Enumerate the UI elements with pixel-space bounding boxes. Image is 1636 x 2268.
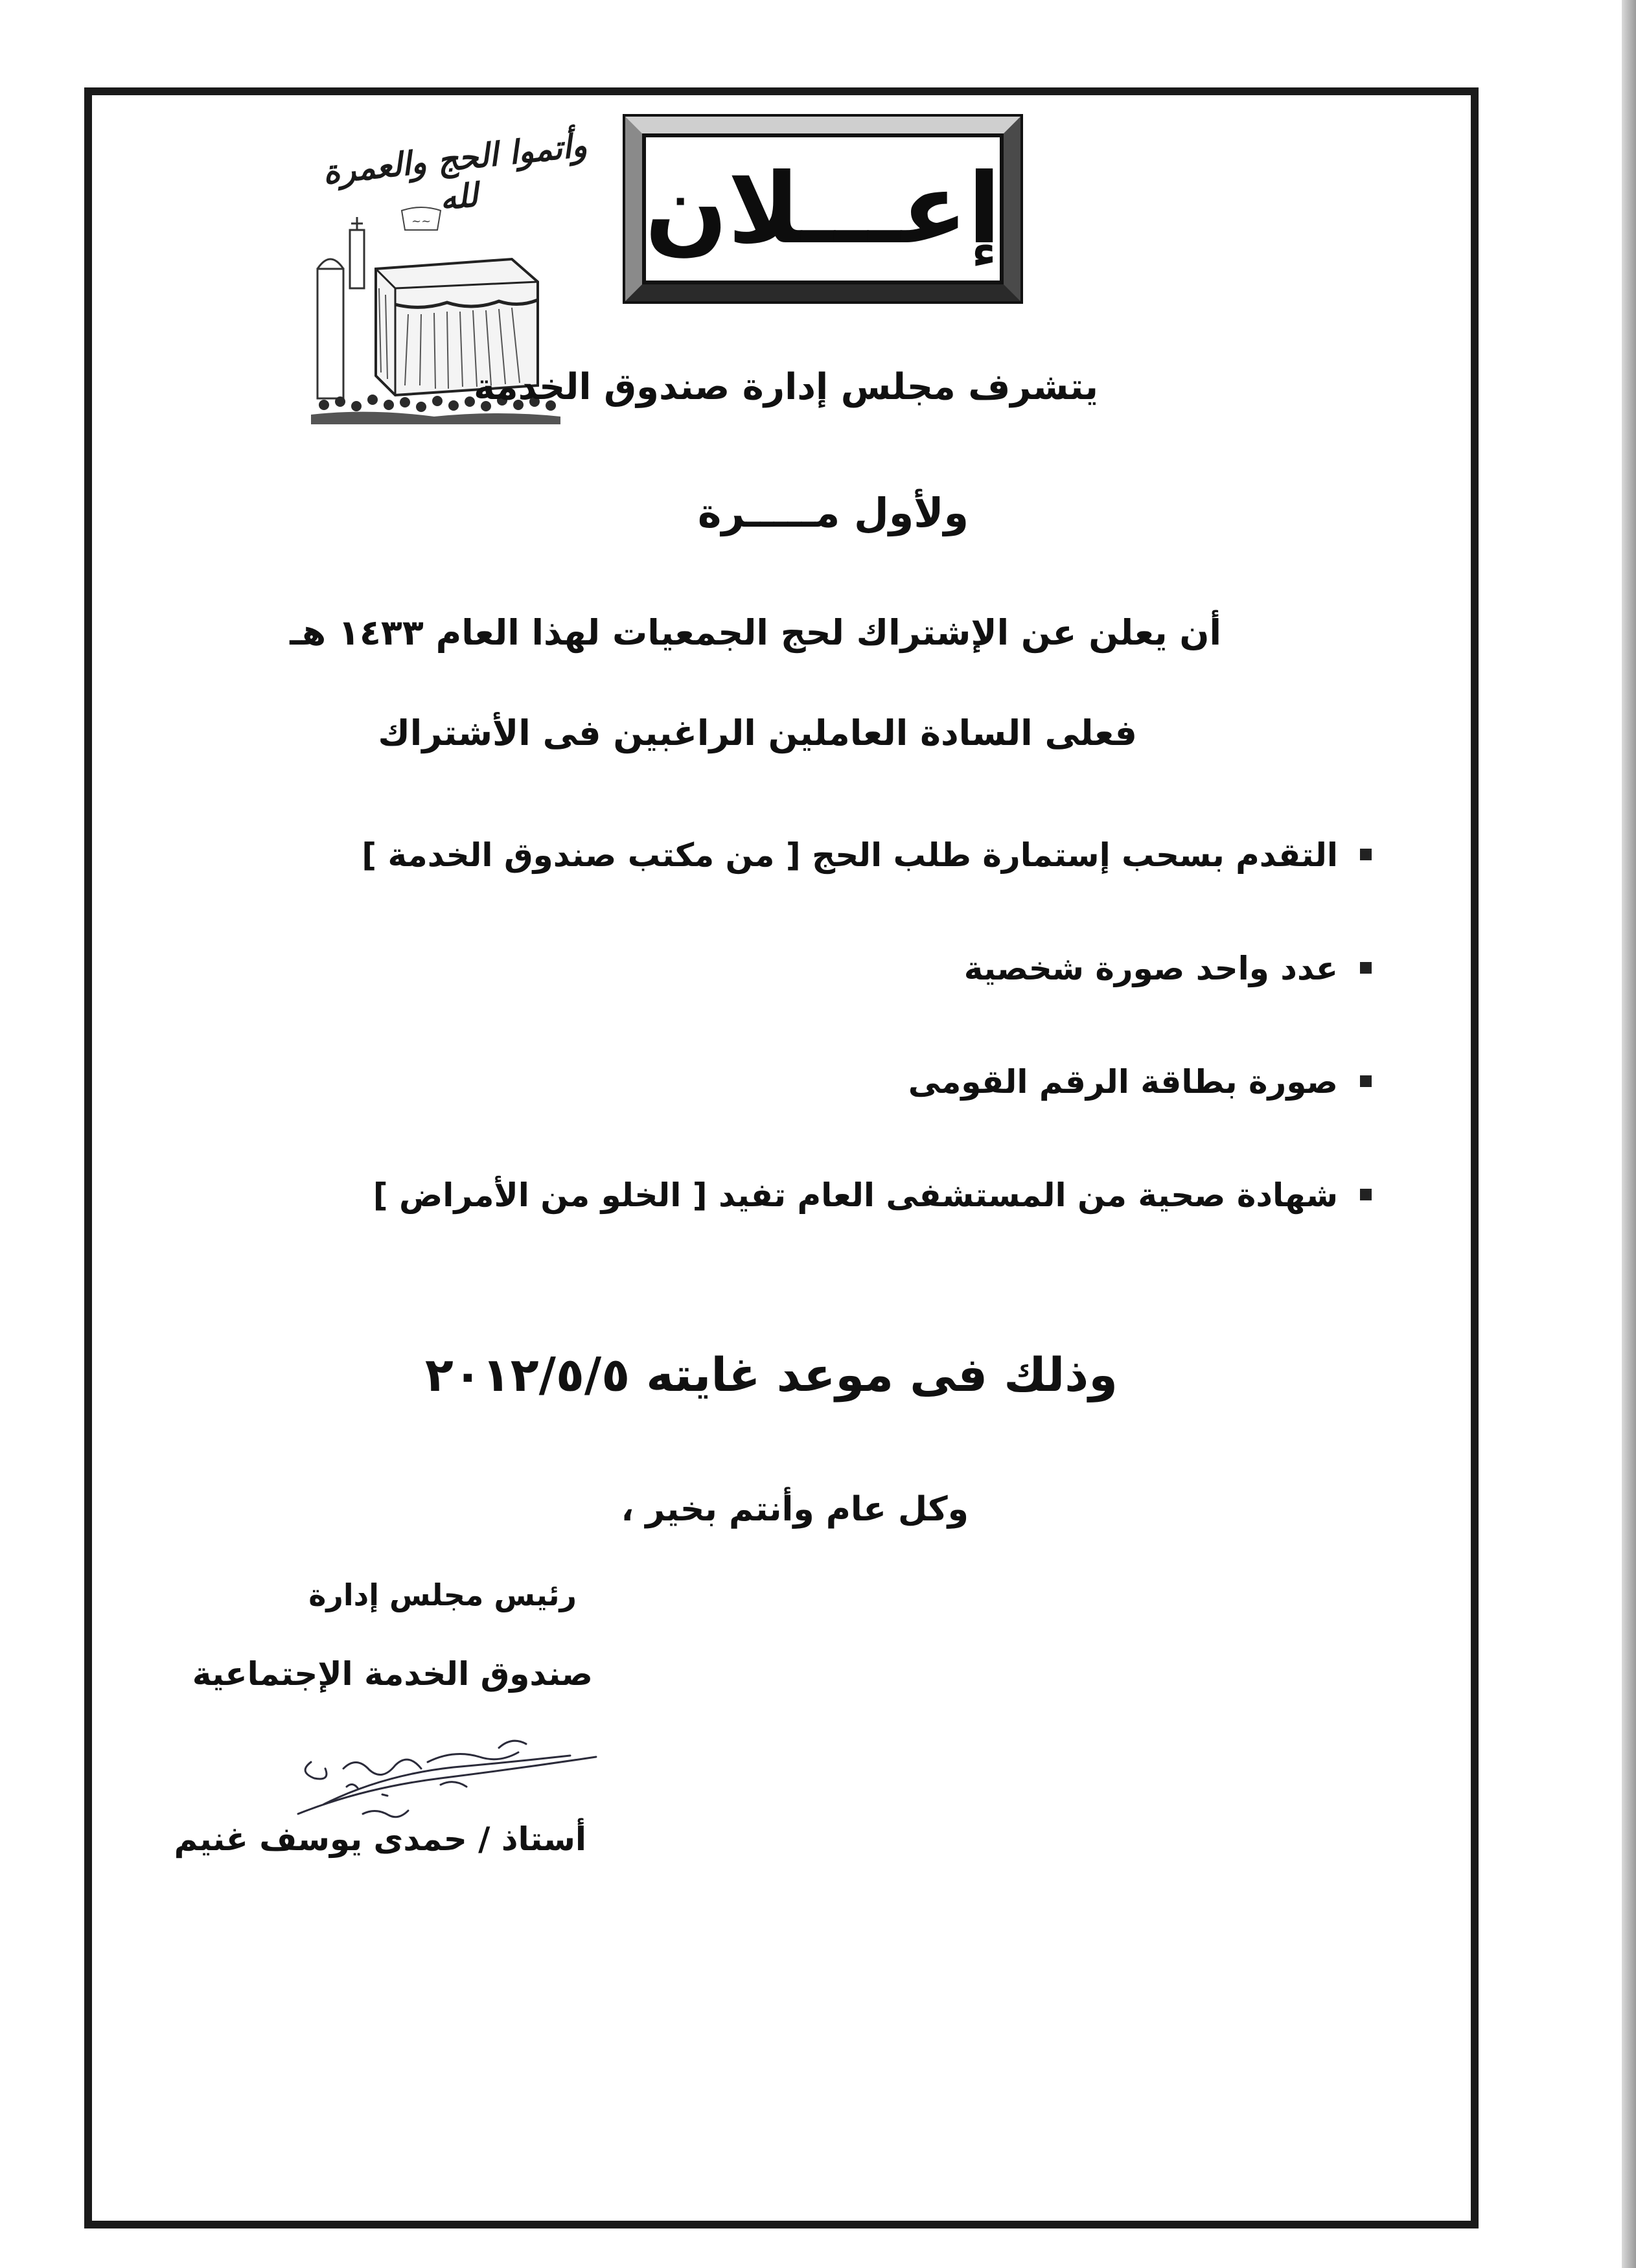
bullet-square-icon	[1360, 849, 1372, 860]
requirements-list	[275, 829, 1377, 1283]
svg-text:~~: ~~	[411, 214, 432, 228]
list-item	[275, 943, 1377, 1056]
announcement-title-inner	[642, 133, 1004, 284]
list-item	[275, 1169, 1377, 1283]
chair-title-line-1: رئيس مجلس إدارة	[308, 1577, 577, 1612]
scan-page-edge	[1622, 0, 1636, 2268]
bullet-square-icon	[1360, 1075, 1372, 1087]
list-item	[275, 1056, 1377, 1169]
handwritten-signature	[285, 1717, 622, 1827]
requirement-text: صورة بطاقة الرقم القومى	[908, 1063, 1338, 1101]
requirement-text: التقدم بسحب إستمارة طلب الحج [ من مكتب صندوق الخدمة ]	[362, 836, 1338, 874]
bullet-square-icon	[1360, 962, 1372, 974]
requirement-text: عدد واحد صورة شخصية	[963, 950, 1338, 987]
announcement-title-box	[625, 117, 1020, 301]
deadline-line: وذلك فى موعد غايته ٢٠١٢/٥/٥	[424, 1347, 1118, 1402]
chair-title-line-2: صندوق الخدمة الإجتماعية	[192, 1655, 593, 1693]
bullet-square-icon	[1360, 1189, 1372, 1200]
announcement-line: أن يعلن عن الإشتراك لحج الجمعيات لهذا العام ١٤٣٣ هـ	[290, 612, 1221, 653]
requirement-text: شهادة صحية من المستشفى العام تفيد [ الخلو من الأمراض ]	[373, 1176, 1338, 1214]
first-time-line: ولأول مـــــرة	[697, 489, 969, 536]
emblem-verse: وأتموا الحج والعمرة لله	[321, 125, 589, 218]
chair-name: أستاذ / حمدى يوسف غنيم	[174, 1820, 586, 1858]
greeting-line: وكل عام وأنتم بخير ،	[621, 1490, 969, 1529]
list-item	[275, 829, 1377, 943]
intro-line: يتشرف مجلس إدارة صندوق الخدمة	[474, 366, 1098, 408]
applicants-line: فعلى السادة العاملين الراغبين فى الأشتراك	[378, 713, 1137, 753]
announcement-title: إعـــلان	[645, 152, 1001, 266]
